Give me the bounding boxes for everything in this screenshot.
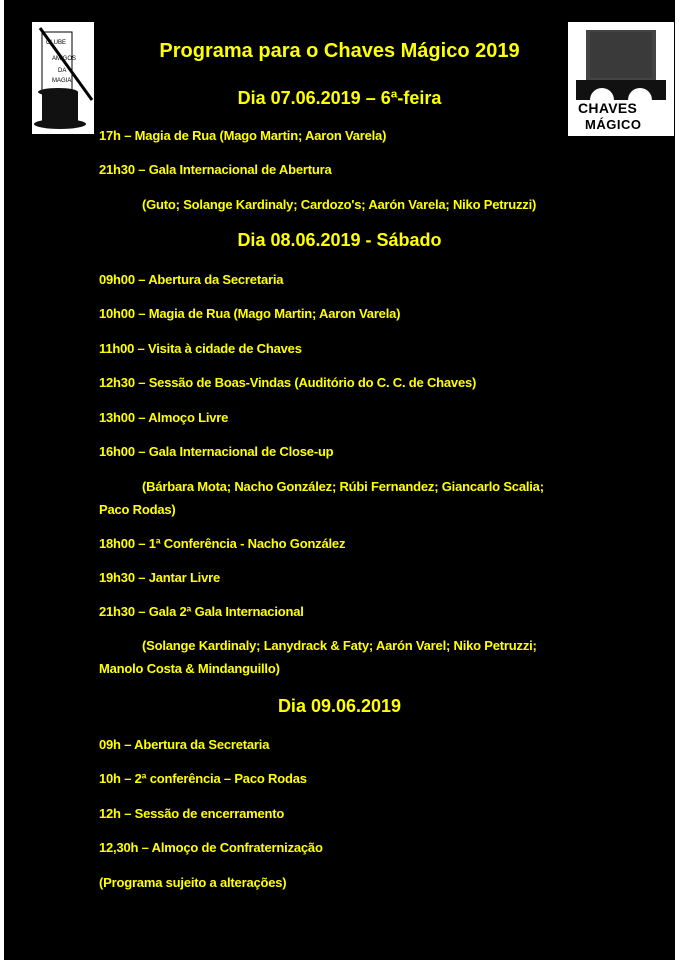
logo-right-line-1: CHAVES: [578, 100, 638, 116]
day-2-heading: Dia 08.06.2019 - Sábado: [237, 230, 442, 250]
day-2-item-7: (Bárbara Mota; Nacho González; Rúbi Fernandez; Giancarlo Scalia;: [142, 479, 544, 494]
day-2-item-11: 21h30 – Gala 2ª Gala Internacional: [99, 604, 304, 619]
clube-amigos-da-magia-logo: [32, 22, 94, 134]
day-2-item-13: Manolo Costa & Mindanguillo): [99, 661, 280, 676]
logo-right-line-2: MÁGICO: [585, 117, 642, 132]
day-2-item-6: 16h00 – Gala Internacional de Close-up: [99, 444, 334, 459]
day-3-item-3: 12h – Sessão de encerramento: [99, 806, 285, 821]
day-3-note: (Programa sujeito a alterações): [99, 875, 287, 890]
day-2-item-5: 13h00 – Almoço Livre: [99, 410, 229, 425]
program-title: Programa para o Chaves Mágico 2019: [159, 40, 520, 62]
day-1-heading: Dia 07.06.2019 – 6ª-feira: [237, 88, 442, 108]
day-2-item-10: 19h30 – Jantar Livre: [99, 570, 221, 585]
logo-left-word-3: DA: [58, 68, 67, 74]
day-3-item-4: 12,30h – Almoço de Confraternização: [99, 840, 323, 855]
logo-left-word-2: AMIGOS: [52, 56, 77, 62]
logo-left-word-4: MAGIA: [52, 78, 72, 84]
day-3-item-1: 09h – Abertura da Secretaria: [99, 737, 270, 752]
day-2-item-2: 10h00 – Magia de Rua (Mago Martin; Aaron Varela): [99, 306, 401, 321]
day-3-item-2: 10h – 2ª conferência – Paco Rodas: [99, 771, 307, 786]
day-3-heading: Dia 09.06.2019: [277, 696, 402, 716]
day-2-item-8: Paco Rodas): [99, 502, 176, 517]
day-1-item-1: 17h – Magia de Rua (Mago Martin; Aaron Varela): [99, 128, 387, 143]
day-2-item-9: 18h00 – 1ª Conferência - Nacho González: [99, 536, 346, 551]
day-1-item-2: 21h30 – Gala Internacional de Abertura: [99, 162, 332, 177]
day-2-item-3: 11h00 – Visita à cidade de Chaves: [99, 341, 302, 356]
day-2-item-1: 09h00 – Abertura da Secretaria: [99, 272, 284, 287]
day-2-item-4: 12h30 – Sessão de Boas-Vindas (Auditório do C. C. de Chaves): [99, 375, 477, 390]
logo-left-word-1: CLUBE: [46, 40, 67, 46]
program-sheet: [4, 0, 675, 960]
day-1-item-3: (Guto; Solange Kardinaly; Cardozo's; Aarón Varela; Niko Petruzzi): [142, 197, 537, 212]
day-2-item-12: (Solange Kardinaly; Lanydrack & Faty; Aarón Varel; Niko Petruzzi;: [142, 638, 537, 653]
